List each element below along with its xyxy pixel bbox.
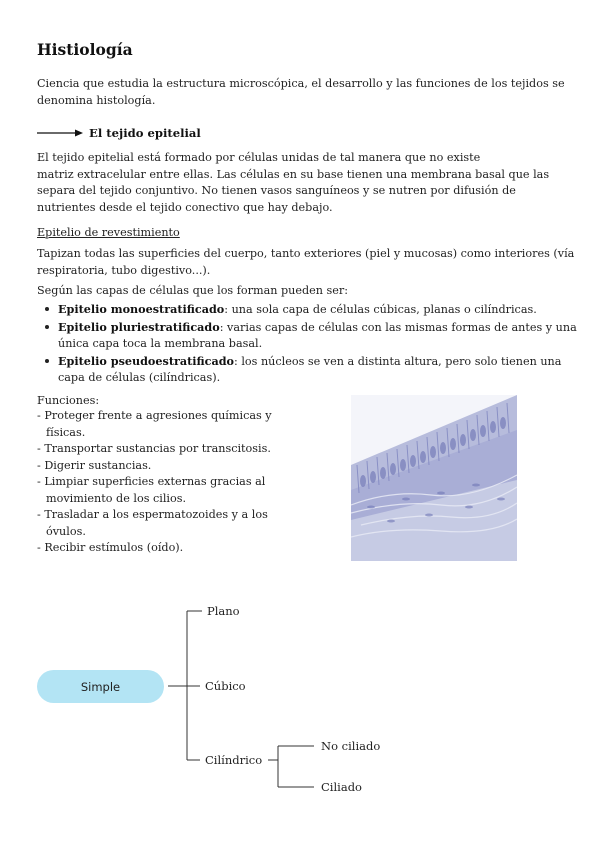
list-item (37, 353, 577, 386)
branch-label: Cúbico (205, 679, 246, 693)
list-item: - Transportar sustancias por transcitosis. (37, 442, 271, 455)
type-desc: : los núcleos se ven a distinta altura, pero solo tienen una capa de células (cilíndricas). (58, 355, 562, 384)
branch-label: Plano (207, 604, 240, 618)
root-label: Simple (80, 680, 121, 694)
sub-branch-label: Ciliado (321, 780, 362, 794)
list-item: - Proteger frente a agresiones químicas y físicas. (37, 409, 272, 439)
epithelium-micrograph (351, 395, 517, 561)
type-term: Epitelio pseudoestratificado (58, 354, 235, 368)
epithelium-types-list (37, 301, 577, 387)
list-item: - Limpiar superficies externas gracias al movimiento de los cilios. (37, 475, 266, 505)
list-item (37, 301, 577, 318)
branch-label: Cilíndrico (205, 753, 263, 767)
section-heading (37, 126, 201, 140)
type-desc: : varias capas de células con las mismas formas de antes y una única capa toca la membrana basal. (58, 321, 577, 350)
intro-paragraph: Ciencia que estudia la estructura microscópica, el desarrollo y las funciones de los tejidos se denomina histología. (37, 77, 565, 107)
list-item (37, 319, 577, 352)
bullet-icon (45, 359, 49, 363)
subheading: Epitelio de revestimiento (37, 226, 180, 239)
layers-intro: Según las capas de células que los forman pueden ser: (37, 284, 349, 297)
type-term: Epitelio pluriestratificado (58, 320, 220, 334)
arrow-right-icon (37, 128, 83, 138)
lining-description: Tapizan todas las superficies del cuerpo, tanto exteriores (piel y mucosas) como interiores (vía respiratoria, tubo digestivo...). (37, 247, 575, 277)
list-item: - Recibir estímulos (oído). (37, 541, 184, 554)
epithelial-description-line1: El tejido epitelial está formado por células unidas de tal manera que no existe (37, 151, 481, 164)
bullet-icon (45, 307, 49, 311)
epithelial-description-rest: matriz extracelular entre ellas. Las células en su base tienen una membrana basal que las separa del tejido conjuntivo. No tienen vasos sanguíneos y se nutren por difusión de nutrientes desde el tejido conectivo que hay debajo. (37, 167, 550, 214)
type-desc: : una sola capa de células cúbicas, planas o cilíndricas. (224, 303, 537, 316)
functions-list (37, 408, 282, 557)
classification-diagram (0, 590, 600, 820)
sub-branch-label: No ciliado (321, 739, 381, 753)
functions-title: Funciones: (37, 394, 100, 407)
epithelial-description (37, 150, 577, 216)
list-item: - Trasladar a los espermatozoides y a los óvulos. (37, 508, 268, 538)
page-title: Histiología (37, 40, 133, 59)
list-item: - Digerir sustancias. (37, 458, 152, 472)
type-term: Epitelio monoestratificado (58, 302, 225, 316)
bullet-icon (45, 325, 49, 329)
section-heading-text: El tejido epitelial (89, 126, 201, 140)
